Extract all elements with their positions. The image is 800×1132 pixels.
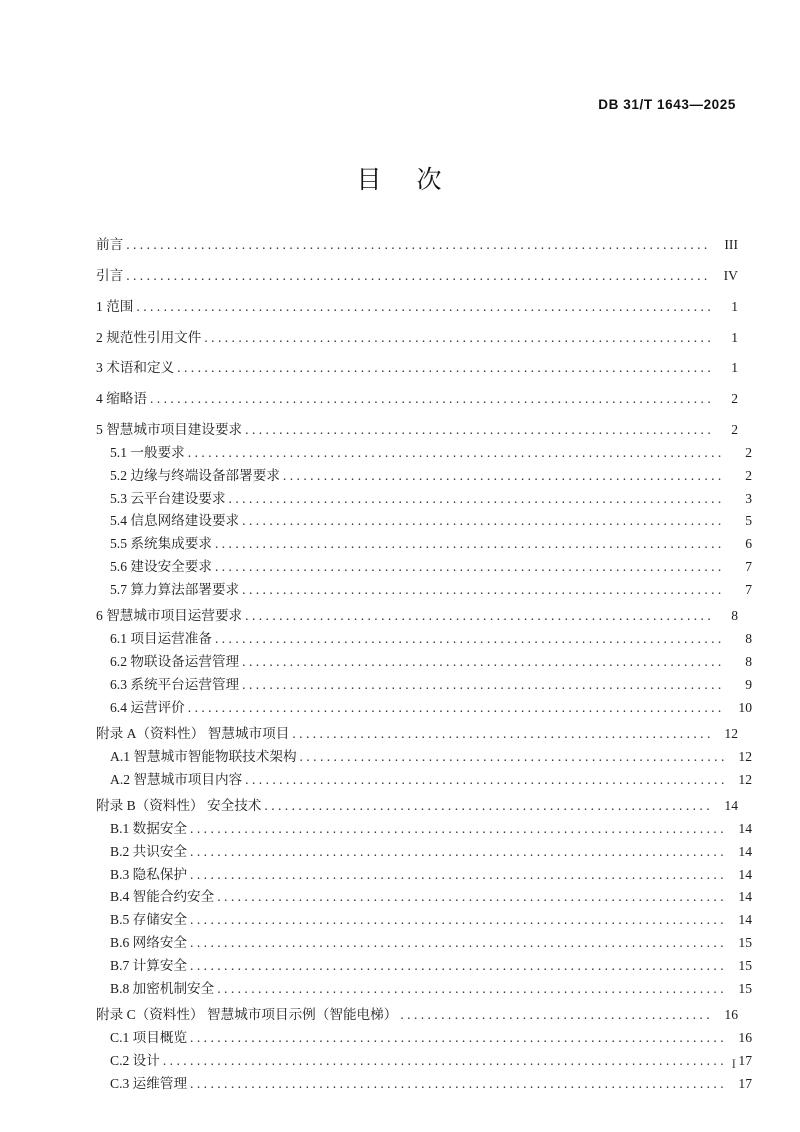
toc-entry[interactable] — [96, 980, 752, 998]
toc-entry[interactable] — [96, 359, 738, 377]
toc-entry-label: 5.1 一般要求 — [110, 444, 185, 460]
toc-entry-label: 6.1 项目运营准备 — [110, 631, 212, 647]
toc-dot-leader — [126, 238, 711, 252]
page-footer — [64, 1056, 736, 1072]
toc-dot-leader — [283, 469, 725, 483]
toc-entry-page-number: 8 — [745, 631, 752, 647]
toc-dot-leader — [190, 868, 725, 882]
toc-entry-label: 3 术语和定义 — [96, 360, 175, 376]
toc-entry[interactable] — [96, 725, 738, 743]
toc-entry-page-number: 12 — [738, 771, 752, 787]
toc-entry[interactable] — [96, 888, 752, 906]
toc-entry[interactable] — [96, 558, 752, 576]
toc-dot-leader — [242, 678, 725, 692]
toc-entry-page-number: 14 — [738, 866, 752, 882]
toc-entry-label: B.7 计算安全 — [110, 957, 188, 973]
toc-dot-leader — [229, 492, 725, 506]
toc-entry[interactable] — [96, 676, 752, 694]
toc-dot-leader — [136, 300, 711, 314]
toc-entry[interactable] — [96, 535, 752, 553]
toc-entry[interactable] — [96, 1029, 752, 1047]
toc-entry[interactable] — [96, 771, 752, 789]
toc-entry-page-number: 15 — [738, 935, 752, 951]
toc-entry-page-number: 14 — [738, 820, 752, 836]
toc-entry-label: 6.2 物联设备运营管理 — [110, 654, 240, 669]
toc-entry-label: 5.3 云平台建设要求 — [110, 490, 226, 506]
toc-entry-label: 6.4 运营评价 — [110, 699, 185, 715]
toc-entry-label: A.1 智慧城市智能物联技术架构 — [110, 748, 297, 764]
toc-entry[interactable] — [96, 843, 752, 861]
toc-entry-page-number: 10 — [738, 699, 752, 715]
toc-entry[interactable] — [96, 490, 752, 508]
toc-entry-page-number: 2 — [745, 444, 752, 460]
toc-dot-leader — [188, 446, 725, 460]
toc-entry-page-number: 3 — [745, 490, 752, 506]
toc-entry-page-number: 17 — [738, 1075, 752, 1091]
toc-entry[interactable] — [96, 390, 738, 408]
toc-dot-leader — [190, 1077, 725, 1091]
toc-entry-label: 5.7 算力算法部署要求 — [110, 581, 240, 597]
toc-dot-leader — [190, 845, 725, 859]
toc-entry-label: 附录 C（资料性） 智慧城市项目示例（智能电梯） — [96, 1007, 398, 1023]
toc-entry[interactable] — [96, 1006, 738, 1024]
toc-dot-leader — [245, 609, 711, 623]
table-of-contents — [96, 236, 752, 1098]
toc-entry[interactable] — [96, 298, 738, 316]
toc-dot-leader — [242, 514, 725, 528]
toc-dot-leader — [292, 727, 711, 741]
toc-entry-label: 5.2 边缘与终端设备部署要求 — [110, 467, 280, 483]
toc-entry-page-number: 1 — [731, 298, 738, 314]
toc-entry[interactable] — [96, 797, 738, 815]
toc-entry-page-number: 1 — [731, 329, 738, 345]
toc-dot-leader — [188, 701, 725, 715]
toc-entry-label: 附录 A（资料性） 智慧城市项目 — [96, 726, 290, 742]
toc-entry-label: 4 缩略语 — [96, 391, 147, 407]
footer-page-number: I — [731, 1056, 736, 1071]
toc-entry-label: 前言 — [96, 237, 124, 252]
toc-entry-page-number: 5 — [745, 513, 752, 529]
toc-dot-leader — [204, 331, 711, 345]
toc-dot-leader — [264, 799, 711, 813]
toc-dot-leader — [242, 655, 725, 669]
toc-entry[interactable] — [96, 236, 738, 254]
toc-dot-leader — [215, 632, 725, 646]
toc-dot-leader — [177, 361, 711, 375]
toc-entry-page-number: 15 — [738, 957, 752, 973]
toc-entry[interactable] — [96, 866, 752, 884]
page-title: 目 次 — [356, 167, 444, 194]
toc-dot-leader — [245, 773, 725, 787]
toc-entry-label: A.2 智慧城市项目内容 — [110, 771, 243, 787]
toc-entry-page-number: 12 — [724, 726, 738, 742]
toc-dot-leader — [126, 269, 711, 283]
toc-dot-leader — [190, 959, 725, 973]
toc-entry-page-number: 16 — [724, 1007, 738, 1023]
toc-entry-label: 引言 — [96, 267, 124, 283]
toc-entry-page-number: 2 — [731, 422, 738, 438]
toc-dot-leader — [217, 890, 725, 904]
toc-entry[interactable] — [96, 512, 752, 530]
toc-entry-label: B.2 共识安全 — [110, 843, 188, 859]
toc-entry-label: C.2 设计 — [110, 1052, 160, 1068]
toc-dot-leader — [242, 583, 725, 597]
toc-entry[interactable] — [96, 699, 752, 717]
toc-entry-label: B.6 网络安全 — [110, 935, 188, 951]
toc-entry-label: 2 规范性引用文件 — [96, 329, 202, 345]
toc-entry-page-number: 15 — [738, 980, 752, 996]
toc-entry-label: B.5 存储安全 — [110, 912, 188, 928]
toc-dot-leader — [215, 537, 725, 551]
toc-entry-label: 6 智慧城市项目运营要求 — [96, 608, 243, 624]
toc-entry-page-number: 8 — [731, 608, 738, 624]
toc-entry-label: B.1 数据安全 — [110, 820, 188, 836]
toc-entry[interactable] — [96, 748, 752, 766]
toc-dot-leader — [190, 1031, 725, 1045]
toc-entry[interactable] — [96, 653, 752, 671]
toc-entry-page-number: 12 — [738, 748, 752, 764]
toc-entry-label: 5 智慧城市项目建设要求 — [96, 422, 243, 438]
toc-dot-leader — [245, 423, 711, 437]
toc-entry-label: 5.4 信息网络建设要求 — [110, 513, 240, 529]
toc-entry[interactable] — [96, 630, 752, 648]
toc-entry-page-number: 14 — [724, 798, 738, 814]
toc-entry[interactable] — [96, 1075, 752, 1093]
toc-entry[interactable] — [96, 444, 752, 462]
toc-entry-page-number: IV — [723, 267, 738, 283]
toc-entry-page-number: 2 — [731, 391, 738, 407]
toc-entry-page-number: 14 — [738, 889, 752, 905]
toc-entry-page-number: 7 — [745, 559, 752, 575]
toc-dot-leader — [215, 560, 725, 574]
toc-entry-page-number: 2 — [745, 467, 752, 483]
toc-entry-label: C.1 项目概览 — [110, 1030, 188, 1045]
toc-entry[interactable] — [96, 267, 738, 285]
page-header — [64, 96, 736, 116]
toc-entry[interactable] — [96, 467, 752, 485]
toc-entry-page-number: 17 — [738, 1052, 752, 1068]
toc-entry-label: B.4 智能合约安全 — [110, 889, 215, 905]
toc-entry[interactable] — [96, 607, 738, 625]
toc-entry[interactable] — [96, 957, 752, 975]
toc-entry[interactable] — [96, 911, 752, 929]
toc-entry-page-number: 14 — [738, 843, 752, 859]
toc-entry-page-number: 1 — [731, 360, 738, 376]
toc-entry-page-number: 14 — [738, 912, 752, 928]
toc-entry-label: B.8 加密机制安全 — [110, 980, 215, 996]
toc-dot-leader — [190, 936, 725, 950]
toc-entry-label: 5.6 建设安全要求 — [110, 559, 212, 575]
toc-entry-page-number: 6 — [745, 536, 752, 552]
standard-number: DB 31/T 1643—2025 — [598, 97, 736, 112]
toc-entry[interactable] — [96, 421, 738, 439]
toc-entry-label: C.3 运维管理 — [110, 1075, 188, 1091]
toc-entry-label: 5.5 系统集成要求 — [110, 536, 212, 552]
toc-entry[interactable] — [96, 820, 752, 838]
toc-dot-leader — [150, 392, 711, 406]
toc-entry-label: 附录 B（资料性） 安全技术 — [96, 798, 262, 814]
toc-entry-label: B.3 隐私保护 — [110, 866, 188, 882]
toc-entry[interactable] — [96, 329, 738, 347]
toc-dot-leader — [190, 822, 725, 836]
toc-entry-page-number: 8 — [745, 654, 752, 669]
toc-dot-leader — [400, 1008, 711, 1022]
toc-entry-page-number: 7 — [745, 581, 752, 597]
toc-entry-label: 1 范围 — [96, 298, 134, 314]
toc-dot-leader — [190, 913, 725, 927]
toc-entry-page-number: 16 — [738, 1030, 752, 1045]
toc-entry[interactable] — [96, 581, 752, 599]
toc-dot-leader — [217, 982, 725, 996]
toc-entry[interactable] — [96, 934, 752, 952]
toc-dot-leader — [300, 750, 725, 764]
toc-entry-label: 6.3 系统平台运营管理 — [110, 676, 240, 692]
toc-entry-page-number: III — [724, 237, 738, 252]
toc-entry-page-number: 9 — [745, 676, 752, 692]
